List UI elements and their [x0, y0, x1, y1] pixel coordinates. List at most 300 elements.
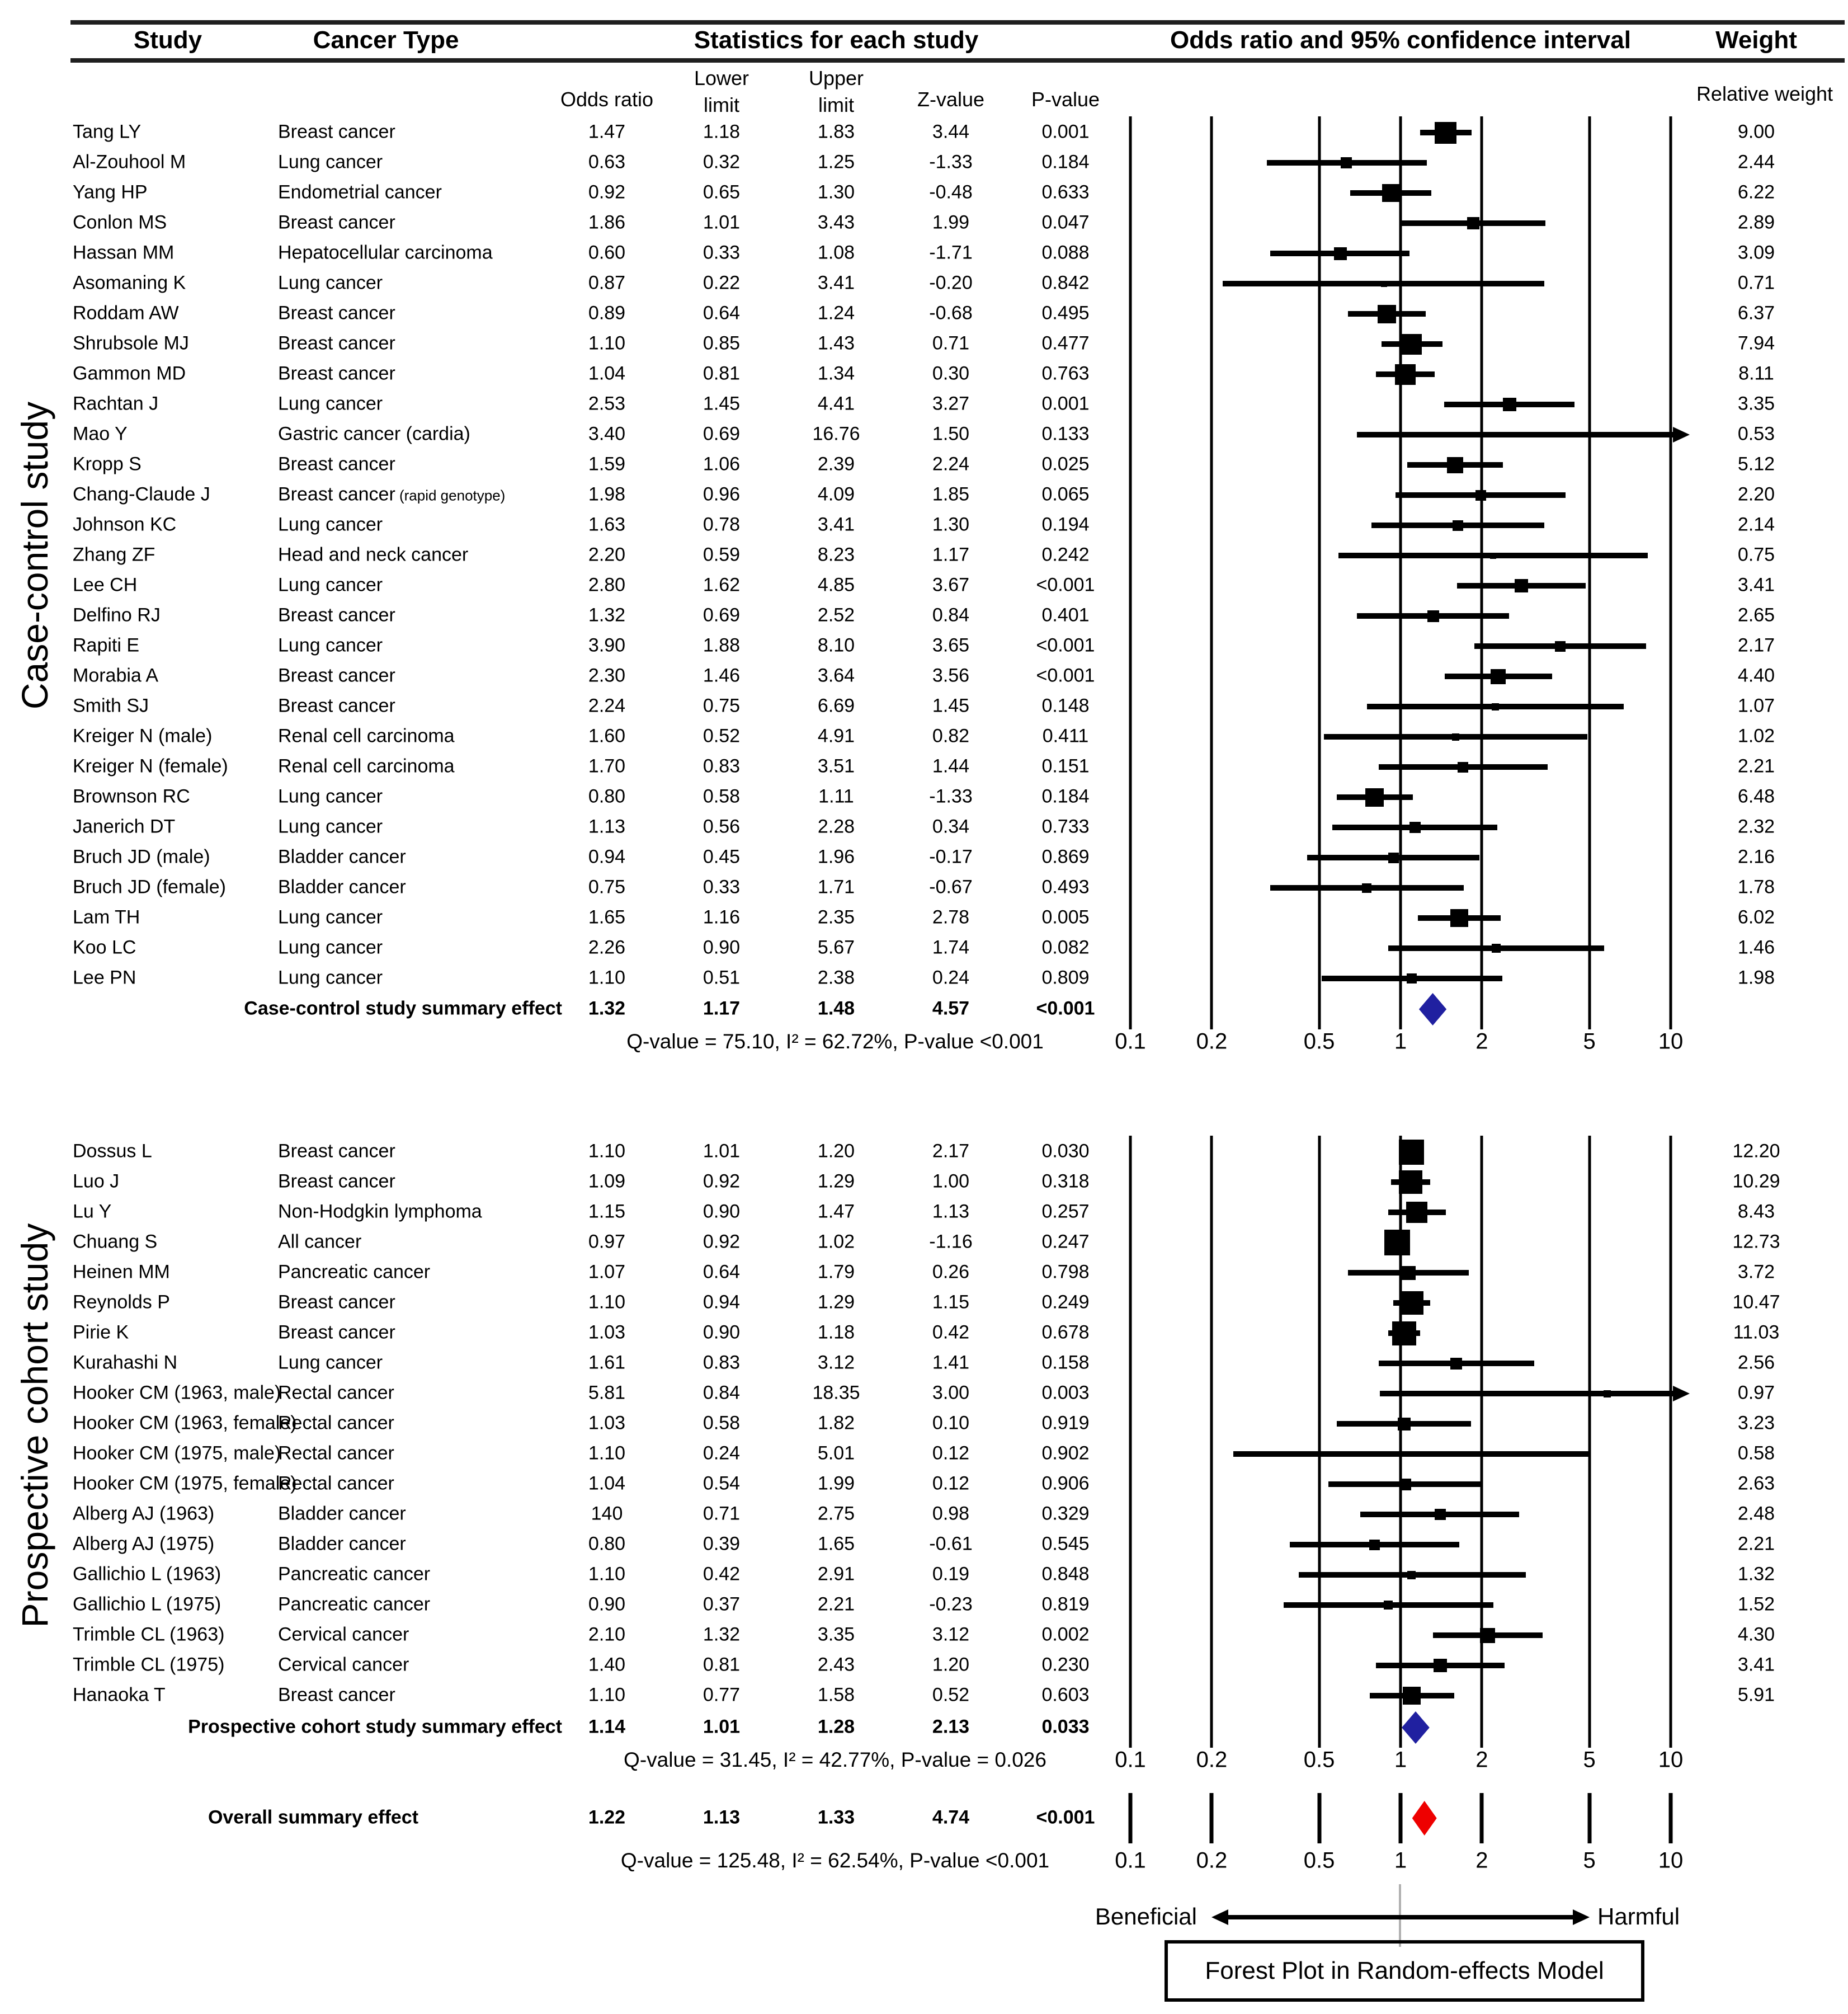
odds-ratio-value: 0.89 — [588, 302, 626, 324]
z-value: 0.24 — [932, 967, 970, 989]
subheader-upper-1: Upper — [808, 67, 864, 90]
p-value: 0.906 — [1041, 1472, 1090, 1494]
z-value: 1.30 — [932, 514, 970, 535]
odds-ratio-value: 1.15 — [588, 1201, 626, 1222]
overall-summary-label: Overall summary effect — [208, 1806, 419, 1828]
section-label-prospective-cohort: Prospective cohort study — [14, 1223, 55, 1628]
p-value: 0.477 — [1041, 332, 1090, 354]
lower-limit-value: 0.58 — [703, 1412, 741, 1434]
study-cell: Tang LY — [73, 121, 142, 143]
cancer-cell: Pancreatic cancer — [278, 1261, 431, 1283]
cancer-cell: Pancreatic cancer — [278, 1593, 431, 1615]
upper-limit-value: 1.47 — [817, 1201, 855, 1222]
odds-ratio-value: 3.40 — [588, 423, 626, 445]
upper-limit-value: 1.11 — [818, 785, 854, 807]
study-cell: Rapiti E — [73, 634, 140, 656]
point-marker — [1475, 490, 1486, 501]
z-value: 0.42 — [932, 1321, 970, 1343]
ci-arrow-right-icon — [1673, 1386, 1690, 1401]
p-value: 0.809 — [1041, 967, 1090, 989]
z-value: 0.34 — [932, 816, 970, 837]
study-cell: Gallichio L (1975) — [73, 1593, 221, 1615]
point-marker — [1341, 157, 1352, 168]
lower-limit-value: 0.90 — [703, 1201, 741, 1222]
upper-limit-value: 3.12 — [817, 1352, 855, 1373]
study-cell: Reynolds P — [73, 1291, 170, 1313]
lower-limit-value: 1.13 — [703, 1806, 741, 1828]
cancer-cell: Breast cancer — [278, 695, 395, 717]
point-marker — [1450, 1358, 1462, 1370]
odds-ratio-value: 1.32 — [588, 604, 626, 626]
upper-limit-value: 1.43 — [817, 332, 855, 354]
weight-value: 9.00 — [1737, 121, 1775, 143]
cancer-cell: Lung cancer — [278, 574, 383, 596]
weight-value: 12.73 — [1732, 1231, 1780, 1253]
lower-limit-value: 1.45 — [703, 393, 741, 415]
point-marker — [1406, 1202, 1427, 1223]
cancer-cell: Breast cancer — [278, 1321, 395, 1343]
study-cell: Koo LC — [73, 937, 136, 958]
weight-value: 0.75 — [1737, 544, 1775, 566]
p-value: <0.001 — [1036, 574, 1095, 596]
upper-limit-value: 1.82 — [817, 1412, 855, 1434]
study-cell: Heinen MM — [73, 1261, 170, 1283]
odds-ratio-value: 1.10 — [588, 1684, 626, 1706]
lower-limit-value: 0.33 — [703, 876, 741, 898]
lower-limit-value: 0.59 — [703, 544, 741, 566]
point-marker — [1427, 610, 1439, 622]
study-cell: Lam TH — [73, 906, 140, 928]
z-value: 1.45 — [932, 695, 970, 717]
gridline — [1481, 1136, 1483, 1748]
z-value: 1.17 — [932, 544, 970, 566]
z-value: -1.33 — [929, 151, 973, 173]
z-value: 2.17 — [932, 1140, 970, 1162]
lower-limit-value: 0.37 — [703, 1593, 741, 1615]
p-value: 0.030 — [1041, 1140, 1090, 1162]
upper-limit-value: 3.43 — [817, 211, 855, 233]
subheader-lower-2: limit — [704, 93, 739, 116]
p-value: 0.411 — [1042, 725, 1089, 747]
study-cell: Hanaoka T — [73, 1684, 166, 1706]
lower-limit-value: 0.64 — [703, 302, 741, 324]
lower-limit-value: 0.92 — [703, 1170, 741, 1192]
subheader-upper-2: limit — [818, 93, 854, 116]
upper-limit-value: 2.43 — [817, 1654, 855, 1676]
cancer-cell: Breast cancer — [278, 211, 395, 233]
z-value: -1.71 — [929, 242, 973, 263]
odds-ratio-value: 1.10 — [588, 1140, 626, 1162]
ci-line — [1380, 1391, 1675, 1396]
study-cell: Smith SJ — [73, 695, 149, 717]
odds-ratio-value: 2.53 — [588, 393, 626, 415]
cancer-cell: Rectal cancer — [278, 1382, 394, 1404]
column-header-cancer: Cancer Type — [313, 26, 459, 54]
weight-value: 4.30 — [1737, 1624, 1775, 1645]
heterogeneity-text: Q-value = 125.48, I² = 62.54%, P-value <0.001 — [620, 1849, 1050, 1872]
point-marker — [1398, 1418, 1411, 1430]
weight-value: 0.53 — [1737, 423, 1775, 445]
study-cell: Bruch JD (female) — [73, 876, 226, 898]
cancer-cell: Breast cancer — [278, 1291, 395, 1313]
upper-limit-value: 1.96 — [817, 846, 855, 868]
point-marker — [1362, 883, 1371, 893]
odds-ratio-value: 2.30 — [588, 665, 626, 686]
lower-limit-value: 0.84 — [703, 1382, 741, 1404]
weight-value: 0.71 — [1737, 272, 1775, 294]
z-value: 1.13 — [932, 1201, 970, 1222]
z-value: 2.24 — [932, 453, 970, 475]
cancer-cell: Breast cancer — [278, 665, 395, 686]
odds-ratio-value: 1.40 — [588, 1654, 626, 1676]
upper-limit-value: 2.39 — [817, 453, 855, 475]
odds-ratio-value: 0.90 — [588, 1593, 626, 1615]
upper-limit-value: 1.02 — [817, 1231, 855, 1253]
upper-limit-value: 1.71 — [817, 876, 855, 898]
point-marker — [1401, 334, 1422, 355]
p-value: 0.184 — [1041, 785, 1090, 807]
lower-limit-value: 0.56 — [703, 816, 741, 837]
lower-limit-value: 1.16 — [703, 906, 741, 928]
study-cell: Dossus L — [73, 1140, 152, 1162]
subheader-odds-ratio: Odds ratio — [560, 88, 654, 111]
odds-ratio-value: 1.61 — [588, 1352, 626, 1373]
study-cell: Kurahashi N — [73, 1352, 178, 1373]
p-value: 0.001 — [1041, 121, 1090, 143]
weight-value: 2.48 — [1737, 1503, 1775, 1524]
odds-ratio-value: 1.14 — [588, 1716, 626, 1738]
lower-limit-value: 0.69 — [703, 604, 741, 626]
z-value: 3.12 — [932, 1624, 970, 1645]
gridline — [1129, 116, 1132, 1029]
study-cell: Al-Zouhool M — [73, 151, 186, 173]
upper-limit-value: 1.29 — [817, 1170, 855, 1192]
weight-value: 5.12 — [1737, 453, 1775, 475]
z-value: -0.67 — [929, 876, 973, 898]
point-marker — [1395, 364, 1416, 385]
point-marker — [1407, 1571, 1416, 1579]
point-marker — [1492, 944, 1501, 953]
p-value: 0.002 — [1041, 1624, 1090, 1645]
p-value: 0.848 — [1041, 1563, 1090, 1585]
point-marker — [1369, 1540, 1380, 1550]
lower-limit-value: 0.42 — [703, 1563, 741, 1585]
upper-limit-value: 2.28 — [817, 816, 855, 837]
ci-arrow-right-icon — [1673, 427, 1690, 443]
odds-ratio-value: 1.03 — [588, 1412, 626, 1434]
lower-limit-value: 0.92 — [703, 1231, 741, 1253]
study-cell: Hooker CM (1963, male) — [73, 1382, 281, 1404]
z-value: 1.85 — [932, 483, 970, 505]
lower-limit-value: 0.45 — [703, 846, 741, 868]
gridline — [1210, 116, 1213, 1029]
odds-ratio-value: 1.70 — [588, 755, 626, 777]
upper-limit-value: 2.21 — [817, 1593, 855, 1615]
overall-axis-tick — [1399, 1793, 1403, 1843]
z-value: -0.61 — [929, 1533, 973, 1555]
cancer-cell: Breast cancer — [278, 453, 395, 475]
upper-limit-value: 8.10 — [817, 634, 855, 656]
z-value: -0.68 — [929, 302, 973, 324]
p-value: 0.733 — [1041, 816, 1090, 837]
z-value: -0.23 — [929, 1593, 973, 1615]
lower-limit-value: 0.69 — [703, 423, 741, 445]
upper-limit-value: 3.51 — [817, 755, 855, 777]
weight-value: 2.21 — [1737, 755, 1775, 777]
study-cell: Trimble CL (1975) — [73, 1654, 225, 1676]
point-marker — [1399, 1140, 1424, 1165]
z-value: 3.65 — [932, 634, 970, 656]
odds-ratio-value: 1.60 — [588, 725, 626, 747]
weight-value: 2.21 — [1737, 1533, 1775, 1555]
study-cell: Kreiger N (male) — [73, 725, 213, 747]
cancer-cell: Lung cancer — [278, 151, 383, 173]
upper-limit-value: 5.67 — [817, 937, 855, 958]
weight-value: 0.58 — [1737, 1442, 1775, 1464]
odds-ratio-value: 1.10 — [588, 332, 626, 354]
study-cell: Gammon MD — [73, 363, 186, 384]
study-cell: Gallichio L (1963) — [73, 1563, 221, 1585]
odds-ratio-value: 0.80 — [588, 785, 626, 807]
upper-limit-value: 1.28 — [817, 1716, 855, 1738]
study-cell: Shrubsole MJ — [73, 332, 189, 354]
weight-value: 8.43 — [1737, 1201, 1775, 1222]
p-value: 0.003 — [1041, 1382, 1090, 1404]
cancer-cell: Lung cancer — [278, 272, 383, 294]
gridline — [1670, 116, 1672, 1029]
overall-axis-tick — [1129, 1793, 1133, 1843]
lower-limit-value: 0.65 — [703, 181, 741, 203]
p-value: 0.001 — [1041, 393, 1090, 415]
point-marker — [1458, 762, 1468, 773]
odds-ratio-value: 1.32 — [588, 997, 626, 1019]
odds-ratio-value: 0.63 — [588, 151, 626, 173]
lower-limit-value: 1.01 — [703, 1716, 741, 1738]
cancer-cell: Breast cancer — [278, 121, 395, 143]
p-value: 0.082 — [1041, 937, 1090, 958]
gridline — [1399, 1136, 1402, 1748]
weight-value: 10.47 — [1732, 1291, 1780, 1313]
p-value: 0.633 — [1041, 181, 1090, 203]
p-value: 0.133 — [1041, 423, 1090, 445]
weight-value: 1.32 — [1737, 1563, 1775, 1585]
z-value: 1.44 — [932, 755, 970, 777]
arrow-right-icon — [1573, 1909, 1590, 1925]
point-marker — [1447, 457, 1463, 473]
weight-value: 1.98 — [1737, 967, 1775, 989]
point-marker — [1382, 184, 1400, 202]
upper-limit-value: 1.24 — [817, 302, 855, 324]
p-value: 0.819 — [1041, 1593, 1090, 1615]
point-marker — [1365, 788, 1384, 807]
p-value: 0.902 — [1041, 1442, 1090, 1464]
weight-value: 3.41 — [1737, 574, 1775, 596]
point-marker — [1450, 909, 1468, 927]
z-value: 0.82 — [932, 725, 970, 747]
p-value: 0.493 — [1041, 876, 1090, 898]
study-cell: Bruch JD (male) — [73, 846, 210, 868]
point-marker — [1492, 703, 1499, 710]
study-cell: Luo J — [73, 1170, 120, 1192]
p-value: 0.025 — [1041, 453, 1090, 475]
upper-limit-value: 2.75 — [817, 1503, 855, 1524]
upper-limit-value: 3.41 — [817, 272, 855, 294]
z-value: -1.16 — [929, 1231, 973, 1253]
upper-limit-value: 1.33 — [817, 1806, 855, 1828]
upper-limit-value: 2.52 — [817, 604, 855, 626]
cancer-cell: Rectal cancer — [278, 1412, 394, 1434]
weight-value: 6.02 — [1737, 906, 1775, 928]
cancer-cell: Cervical cancer — [278, 1654, 409, 1676]
study-cell: Hooker CM (1963, female) — [73, 1412, 297, 1434]
point-marker — [1334, 247, 1347, 260]
weight-value: 3.35 — [1737, 393, 1775, 415]
z-value: 3.00 — [932, 1382, 970, 1404]
lower-limit-value: 0.85 — [703, 332, 741, 354]
p-value: 0.194 — [1041, 514, 1090, 535]
weight-value: 1.52 — [1737, 1593, 1775, 1615]
beneficial-label: Beneficial — [1095, 1903, 1197, 1930]
weight-value: 7.94 — [1737, 332, 1775, 354]
weight-value: 11.03 — [1733, 1321, 1780, 1343]
axis-tick-label: 1 — [1394, 1029, 1407, 1054]
z-value: 0.71 — [932, 332, 970, 354]
upper-limit-value: 1.83 — [817, 121, 855, 143]
gridline — [1129, 1136, 1132, 1748]
weight-value: 3.23 — [1737, 1412, 1775, 1434]
weight-value: 6.22 — [1737, 181, 1775, 203]
upper-limit-value: 4.41 — [817, 393, 855, 415]
weight-value: 1.02 — [1737, 725, 1775, 747]
weight-value: 2.14 — [1737, 514, 1775, 535]
lower-limit-value: 0.24 — [703, 1442, 741, 1464]
upper-limit-value: 16.76 — [812, 423, 860, 445]
odds-ratio-value: 1.10 — [588, 967, 626, 989]
study-cell: Lu Y — [73, 1201, 112, 1222]
ci-line — [1357, 432, 1675, 437]
point-marker — [1381, 281, 1387, 287]
axis-tick-label: 0.1 — [1115, 1029, 1146, 1054]
study-cell: Hassan MM — [73, 242, 175, 263]
p-value: 0.919 — [1041, 1412, 1090, 1434]
odds-ratio-value: 1.04 — [588, 1472, 626, 1494]
odds-ratio-value: 1.03 — [588, 1321, 626, 1343]
overall-axis-tick — [1480, 1793, 1484, 1843]
odds-ratio-value: 1.10 — [588, 1563, 626, 1585]
upper-limit-value: 1.08 — [817, 242, 855, 263]
column-header-study: Study — [133, 26, 202, 54]
odds-ratio-value: 1.07 — [588, 1261, 626, 1283]
cancer-cell: Breast cancer — [278, 302, 395, 324]
z-value: 2.13 — [932, 1716, 970, 1738]
cancer-cell: Breast cancer — [278, 1140, 395, 1162]
cancer-cell: Endometrial cancer — [278, 181, 442, 203]
heterogeneity-text: Q-value = 31.45, I² = 42.77%, P-value = 0.026 — [624, 1748, 1046, 1771]
upper-limit-value: 1.20 — [817, 1140, 855, 1162]
weight-value: 2.20 — [1737, 483, 1775, 505]
point-marker — [1384, 1601, 1393, 1610]
odds-ratio-value: 1.22 — [588, 1806, 626, 1828]
weight-value: 12.20 — [1732, 1140, 1780, 1162]
lower-limit-value: 1.62 — [703, 574, 741, 596]
z-value: 1.99 — [932, 211, 970, 233]
cancer-cell: Rectal cancer — [278, 1472, 394, 1494]
point-marker — [1399, 1479, 1411, 1490]
study-cell: Rachtan J — [73, 393, 159, 415]
z-value: -0.17 — [929, 846, 973, 868]
cancer-cell: Breast cancer — [278, 363, 395, 384]
weight-value: 3.72 — [1737, 1261, 1775, 1283]
p-value: 0.401 — [1041, 604, 1090, 626]
upper-limit-value: 3.64 — [817, 665, 855, 686]
p-value: 0.184 — [1041, 151, 1090, 173]
study-cell: Chang-Claude J — [73, 483, 210, 505]
odds-ratio-value: 2.26 — [588, 937, 626, 958]
lower-limit-value: 0.96 — [703, 483, 741, 505]
p-value: 0.318 — [1041, 1170, 1090, 1192]
study-cell: Kreiger N (female) — [73, 755, 228, 777]
p-value: 0.065 — [1041, 483, 1090, 505]
odds-ratio-value: 2.80 — [588, 574, 626, 596]
study-cell: Asomaning K — [73, 272, 186, 294]
axis-tick-label: 1 — [1394, 1747, 1407, 1772]
z-value: 0.12 — [932, 1442, 970, 1464]
gridline — [1588, 116, 1591, 1029]
lower-limit-value: 0.75 — [703, 695, 741, 717]
p-value: 0.242 — [1041, 544, 1090, 566]
point-marker — [1388, 853, 1399, 863]
cancer-cell: Non-Hodgkin lymphoma — [278, 1201, 482, 1222]
cancer-cell: Lung cancer — [278, 634, 383, 656]
lower-limit-value: 0.22 — [703, 272, 741, 294]
odds-ratio-value: 1.98 — [588, 483, 626, 505]
upper-limit-value: 1.79 — [817, 1261, 855, 1283]
lower-limit-value: 0.52 — [703, 725, 741, 747]
weight-value: 2.32 — [1737, 816, 1775, 837]
cancer-note: (rapid genotype) — [395, 487, 506, 504]
weight-value: 2.63 — [1737, 1472, 1775, 1494]
overall-axis-tick — [1210, 1793, 1214, 1843]
p-value: 0.033 — [1041, 1716, 1090, 1738]
z-value: 3.56 — [932, 665, 970, 686]
z-value: 0.30 — [932, 363, 970, 384]
odds-ratio-value: 1.65 — [588, 906, 626, 928]
p-value: 0.842 — [1041, 272, 1090, 294]
odds-ratio-value: 1.04 — [588, 363, 626, 384]
p-value: 0.545 — [1041, 1533, 1090, 1555]
cancer-cell: Gastric cancer (cardia) — [278, 423, 470, 445]
study-cell: Roddam AW — [73, 302, 179, 324]
upper-limit-value: 4.85 — [817, 574, 855, 596]
z-value: -0.20 — [929, 272, 973, 294]
axis-tick-label: 5 — [1583, 1747, 1596, 1772]
lower-limit-value: 1.17 — [703, 997, 741, 1019]
axis-tick-label: 5 — [1583, 1029, 1596, 1054]
column-header-statistics: Statistics for each study — [694, 26, 979, 54]
p-value: <0.001 — [1036, 997, 1095, 1019]
point-marker — [1378, 305, 1396, 323]
upper-limit-value: 3.35 — [817, 1624, 855, 1645]
odds-ratio-value: 140 — [591, 1503, 623, 1524]
study-cell: Lee CH — [73, 574, 138, 596]
lower-limit-value: 1.46 — [703, 665, 741, 686]
weight-value: 2.89 — [1737, 211, 1775, 233]
study-cell: Yang HP — [73, 181, 148, 203]
odds-ratio-value: 0.94 — [588, 846, 626, 868]
study-cell: Alberg AJ (1963) — [73, 1503, 215, 1524]
axis-tick-label: 0.2 — [1196, 1747, 1228, 1772]
z-value: 4.57 — [932, 997, 970, 1019]
